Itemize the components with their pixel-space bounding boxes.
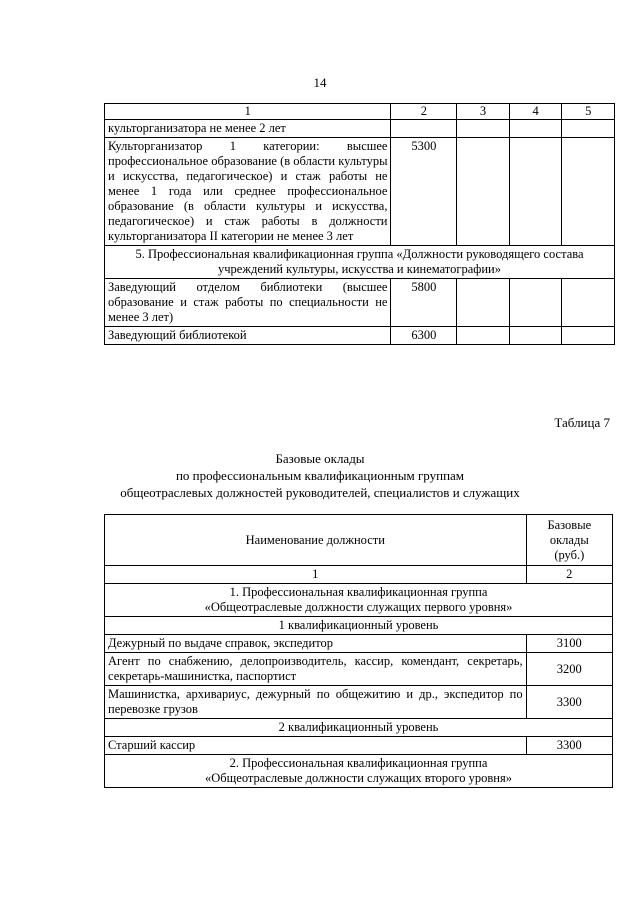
column-number-row (105, 566, 613, 584)
table-row (105, 686, 613, 719)
table-row (105, 279, 615, 327)
table-caption (0, 450, 640, 501)
position-title: Машинистка, архивариус, дежурный по общежитию и др., экспедитор по перевозке грузов (105, 686, 527, 719)
group-title: 1. Профессиональная квалификационная группа «Общеотраслевые должности служащих первого уровня» (105, 584, 613, 617)
table-7 (104, 514, 613, 788)
level-row (105, 617, 613, 635)
level-title: 2 квалификационный уровень (105, 719, 613, 737)
caption-line: общеотраслевых должностей руководителей, специалистов и служащих (120, 485, 520, 500)
column-header-salary: Базовые оклады (руб.) (526, 515, 612, 566)
table-row (105, 737, 613, 755)
salary-cell: 5800 (391, 279, 457, 327)
column-number-1: 1 (105, 566, 527, 584)
salary-cell: 5300 (391, 138, 457, 246)
page-number: 14 (313, 75, 327, 90)
level-row (105, 719, 613, 737)
salary-cell: 3300 (526, 686, 612, 719)
position-title: Старший кассир (105, 737, 527, 755)
table-row (105, 120, 615, 138)
caption-line: по профессиональным квалификационным группам (175, 468, 465, 483)
group-title: 5. Профессиональная квалификационная группа «Должности руководящего состава учреждений культуры, искусства и кинематографии» (105, 246, 615, 279)
salary-cell (391, 120, 457, 138)
header-cell-1: 1 (105, 104, 391, 120)
column-number-2: 2 (526, 566, 612, 584)
salary-cell: 3200 (526, 653, 612, 686)
salary-cell: 3100 (526, 635, 612, 653)
column-header-name: Наименование должности (105, 515, 527, 566)
position-title: Дежурный по выдаче справок, экспедитор (105, 635, 527, 653)
group-row (105, 755, 613, 788)
table-header-row (105, 515, 613, 566)
table-row (105, 327, 615, 345)
position-title: Агент по снабжению, делопроизводитель, кассир, комендант, секретарь, секретарь-машинистка, паспортист (105, 653, 527, 686)
header-cell-3: 3 (457, 104, 510, 120)
header-cell-5: 5 (562, 104, 615, 120)
group-row (105, 246, 615, 279)
position-title: Культорганизатор 1 категории: высшее профессиональное образование (в области культуры и искусства, педагогическое) и стаж работы не менее 1 года или среднее профессиональное образование (в области культуры и искусства, педагогическое) и стаж работы в должности культорганизатора II категории не менее 3 лет (105, 138, 391, 246)
table-label: Таблица 7 (554, 415, 610, 430)
position-title: культорганизатора не менее 2 лет (105, 120, 391, 138)
table-row (105, 635, 613, 653)
caption-line: Базовые оклады (275, 451, 365, 466)
table-continued (104, 103, 615, 345)
table-row (105, 653, 613, 686)
salary-cell: 6300 (391, 327, 457, 345)
position-title: Заведующий отделом библиотеки (высшее образование и стаж работы по специальности не менее 3 лет) (105, 279, 391, 327)
level-title: 1 квалификационный уровень (105, 617, 613, 635)
position-title: Заведующий библиотекой (105, 327, 391, 345)
group-row (105, 584, 613, 617)
header-cell-4: 4 (509, 104, 562, 120)
header-cell-2: 2 (391, 104, 457, 120)
group-title: 2. Профессиональная квалификационная группа «Общеотраслевые должности служащих второго уровня» (105, 755, 613, 788)
table-row (105, 138, 615, 246)
salary-cell: 3300 (526, 737, 612, 755)
table-header-row (105, 104, 615, 120)
